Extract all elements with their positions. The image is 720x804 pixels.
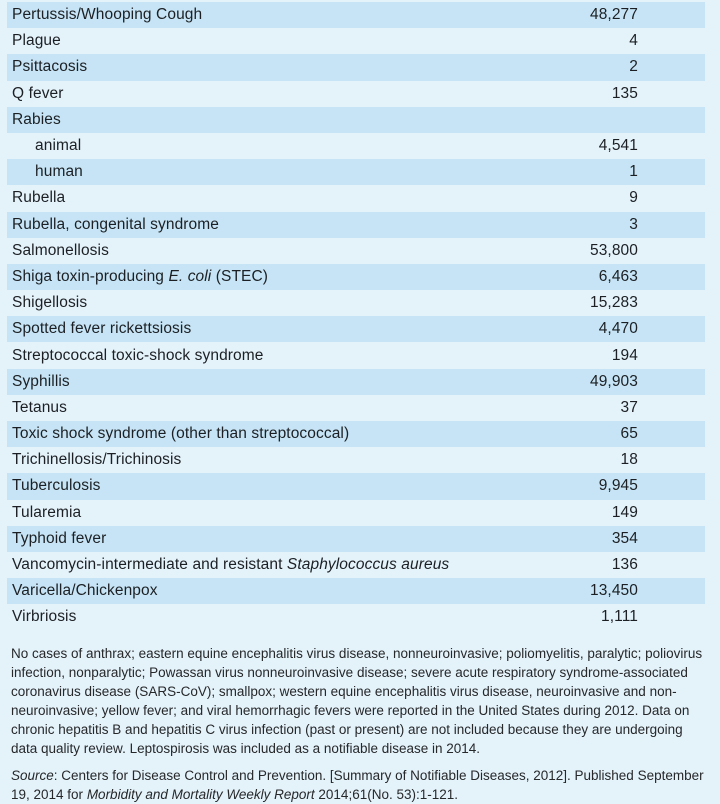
table-row bbox=[7, 447, 705, 473]
disease-name: Syphillis bbox=[12, 372, 70, 390]
table-row bbox=[7, 185, 705, 211]
case-count: 13,450 bbox=[589, 582, 638, 600]
source-text-tail: 2014;61(No. 53):1-121. bbox=[314, 786, 459, 802]
case-count: 354 bbox=[611, 529, 638, 547]
disease-name: Spotted fever rickettsiosis bbox=[12, 320, 192, 338]
case-count: 15,283 bbox=[589, 294, 638, 312]
disease-name: Salmonellosis bbox=[12, 241, 109, 259]
table-row bbox=[7, 526, 705, 552]
case-count: 135 bbox=[611, 84, 638, 102]
case-count: 149 bbox=[611, 503, 638, 521]
table-row bbox=[7, 264, 705, 290]
disease-name: Q fever bbox=[12, 84, 64, 102]
disease-name: Toxic shock syndrome (other than streptococcal) bbox=[12, 425, 350, 443]
case-count: 3 bbox=[629, 215, 638, 233]
disease-name: Trichinellosis/Trichinosis bbox=[12, 451, 182, 469]
case-count: 9 bbox=[629, 189, 638, 207]
disease-name: Rubella bbox=[12, 189, 66, 207]
table-row bbox=[7, 604, 705, 630]
disease-name: Rabies bbox=[12, 110, 61, 128]
disease-name: Tetanus bbox=[12, 398, 67, 416]
case-count: 65 bbox=[620, 425, 638, 443]
disease-name: human bbox=[35, 163, 83, 181]
disease-name: Plague bbox=[12, 32, 61, 50]
table-row bbox=[7, 395, 705, 421]
table-row bbox=[7, 290, 705, 316]
table-row bbox=[7, 552, 705, 578]
case-count: 6,463 bbox=[598, 267, 638, 285]
table-row bbox=[7, 342, 705, 368]
case-count: 2 bbox=[629, 58, 638, 76]
disease-name: Rubella, congenital syndrome bbox=[12, 215, 220, 233]
table-row bbox=[7, 578, 705, 604]
case-count: 1 bbox=[629, 163, 638, 181]
disease-name: Tuberculosis bbox=[12, 477, 101, 495]
source-citation bbox=[11, 766, 709, 804]
case-count: 4 bbox=[629, 32, 638, 50]
table-row bbox=[7, 473, 705, 499]
case-count: 194 bbox=[611, 346, 638, 364]
disease-name: Vancomycin-intermediate and resistant Staphylococcus aureus bbox=[12, 556, 450, 574]
disease-name-italic: Staphylococcus aureus bbox=[286, 556, 450, 574]
table-row bbox=[7, 2, 705, 28]
disease-name: Psittacosis bbox=[12, 58, 88, 76]
table-row bbox=[7, 107, 705, 133]
case-count: 1,111 bbox=[601, 608, 638, 626]
disease-name: Shigellosis bbox=[12, 294, 88, 312]
table-row bbox=[7, 316, 705, 342]
table-row bbox=[7, 159, 705, 185]
source-journal-title: Morbidity and Mortality Weekly Report bbox=[86, 786, 315, 802]
footnotes-section bbox=[0, 631, 720, 804]
table-row bbox=[7, 212, 705, 238]
table-row bbox=[7, 369, 705, 395]
case-count: 48,277 bbox=[589, 6, 638, 24]
source-label: Source bbox=[11, 767, 54, 783]
disease-name: Tularemia bbox=[12, 503, 82, 521]
disease-name: Shiga toxin-producing E. coli (STEC) bbox=[12, 267, 269, 285]
disease-name: Varicella/Chickenpox bbox=[12, 582, 158, 600]
case-count: 49,903 bbox=[589, 372, 638, 390]
case-count: 136 bbox=[611, 556, 638, 574]
case-count: 37 bbox=[620, 398, 638, 416]
footnote-text: No cases of anthrax; eastern equine encephalitis virus disease, nonneuroinvasive; poliomyelitis, paralytic; poliovirus infection, nonparalytic; Powassan virus nonneuroinvasive disease; severe acute respiratory syndrome-associated coronavirus disease (SARS-CoV); smallpox; western equine encephalitis virus disease, neuroinvasive and non-neuroinvasive; yellow fever; and viral hemorrhagic fevers were reported in the United States during 2012. Data on chronic hepatitis B and hepatitis C virus infection (past or present) are not included because they are undergoing data quality review. Leptospirosis was included as a notifiable disease in 2014. bbox=[11, 645, 703, 756]
table-row bbox=[7, 421, 705, 447]
disease-name-italic: E. coli bbox=[168, 267, 212, 285]
case-count: 4,470 bbox=[598, 320, 638, 338]
case-count: 18 bbox=[620, 451, 638, 469]
disease-name: Streptococcal toxic-shock syndrome bbox=[12, 346, 264, 364]
disease-name: animal bbox=[35, 137, 82, 155]
case-count: 9,945 bbox=[598, 477, 638, 495]
table-row bbox=[7, 500, 705, 526]
disease-name: Pertussis/Whooping Cough bbox=[12, 6, 203, 24]
table-row bbox=[7, 81, 705, 107]
table-row bbox=[7, 133, 705, 159]
disease-name: Virbriosis bbox=[12, 608, 77, 626]
case-count: 53,800 bbox=[589, 241, 638, 259]
source-text: : Centers for Disease Control and Prevention. [Summary of Notifiable Diseases, 2012]. Published September 19, 2014 for bbox=[11, 767, 704, 802]
table-row bbox=[7, 54, 705, 80]
disease-name: Typhoid fever bbox=[12, 529, 107, 547]
case-count: 4,541 bbox=[598, 137, 638, 155]
table-row bbox=[7, 28, 705, 54]
table-row bbox=[7, 238, 705, 264]
